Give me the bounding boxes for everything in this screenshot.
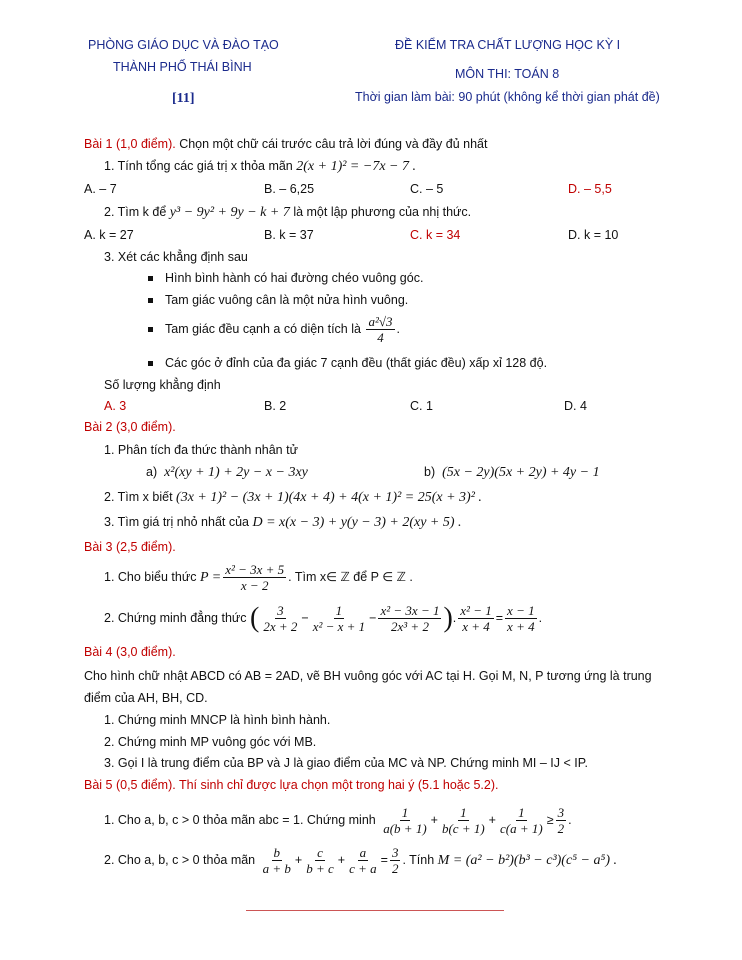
option: B. k = 37	[264, 228, 314, 242]
b1-q2: 2. Tìm k để y³ − 9y² + 9y − k + 7 là một lập phương của nhị thức.	[104, 205, 472, 220]
exam-code: [11]	[172, 91, 195, 106]
option: D. 4	[564, 399, 587, 413]
statement: Hình bình hành có hai đường chéo vuông góc.	[148, 270, 423, 286]
subject: MÔN THI: TOÁN 8	[455, 67, 560, 81]
b1-intro: Chọn một chữ cái trước câu trả lời đúng và đầy đủ nhất	[179, 137, 488, 151]
b5-q2: 2. Cho a, b, c > 0 thỏa mãn $\frac{b}{a + b}$ + $\frac{c}{b + c}$ + $\frac{a}{c + a}$ = $\frac{3}{2}$ . Tính M = (a² − b²)(b³ − c³)(c⁵ − a⁵) .	[104, 845, 618, 877]
statement: Tam giác đều cạnh a có diện tích là $\frac{\text{a²√3}}{4}$ .	[148, 312, 400, 346]
b5-q1: 1. Cho a, b, c > 0 thỏa mãn abc = 1. Chứng minh $\frac{1}{a(b + 1)}$ + $\frac{1}{b(c + 1)}$ + $\frac{1}{c(a + 1)}$ ≥ $\frac{3}{2}$ .	[104, 805, 572, 837]
b3-q2: 2. Chứng minh đẳng thức ( $\frac{3}{2x + 2}$ − $\frac{1}{\text{x² − x + 1}}$ − $\frac{\text{x² − 3x − 1}}{\text{2x³ + 2}}$ ). $\frac{\text{x² − 1}}{x + 4}$ = $\frac{x - 1}{x + 4}$ .	[104, 602, 543, 635]
option-answer: C. k = 34	[410, 228, 461, 242]
b4-text: điểm của AH, BH, CD.	[84, 691, 208, 705]
exam-title: ĐỀ KIỂM TRA CHẤT LƯỢNG HỌC KỲ I	[395, 38, 621, 52]
b2-q1a: a) x²(xy + 1) + 2y − x − 3xy	[146, 465, 308, 480]
b4-title: Bài 4 (3,0 điểm).	[84, 645, 176, 659]
b4-q3: 3. Gọi I là trung điểm của BP và J là giao điểm của MC và NP. Chứng minh MI – IJ < IP.	[104, 756, 588, 770]
option-answer: A. 3	[104, 399, 127, 413]
option: C. – 5	[410, 182, 444, 196]
b4-text: Cho hình chữ nhật ABCD có AB = 2AD, vẽ BH vuông góc với AC tại H. Gọi M, N, P tương ứng là trung	[84, 669, 652, 683]
b3-q1: 1. Cho biểu thức P = $\frac{\text{x² − 3x + 5}}{x - 2}$ . Tìm x∈ ℤ để P ∈ ℤ .	[104, 562, 413, 594]
b1-q3: 3. Xét các khẳng định sau	[104, 250, 248, 264]
b4-q1: 1. Chứng minh MNCP là hình bình hành.	[104, 713, 331, 727]
footer-divider	[246, 910, 504, 911]
option: B. – 6,25	[264, 182, 315, 196]
bullet-icon	[148, 327, 153, 332]
statement: Các góc ở đỉnh của đa giác 7 cạnh đều (thất giác đều) xấp xỉ 128 độ.	[148, 355, 547, 371]
b3-title: Bài 3 (2,5 điểm).	[84, 540, 176, 554]
option: A. k = 27	[84, 228, 134, 242]
city-name: THÀNH PHỐ THÁI BÌNH	[113, 60, 252, 74]
b2-q1: 1. Phân tích đa thức thành nhân tử	[104, 443, 298, 457]
b1-q1: 1. Tính tổng các giá trị x thỏa mãn 2(x + 1)² = −7x − 7 .	[104, 159, 416, 174]
option: C. 1	[410, 399, 433, 413]
bullet-icon	[148, 361, 153, 366]
count-prompt: Số lượng khẳng định	[104, 378, 221, 392]
b2-q1b: b) (5x − 2y)(5x + 2y) + 4y − 1	[424, 465, 600, 480]
b2-q3: 3. Tìm giá trị nhỏ nhất của D = x(x − 3) + y(y − 3) + 2(xy + 5) .	[104, 515, 462, 530]
option: D. k = 10	[568, 228, 619, 242]
option: B. 2	[264, 399, 287, 413]
time-limit: Thời gian làm bài: 90 phút (không kể thời gian phát đề)	[355, 90, 660, 104]
b2-title: Bài 2 (3,0 điểm).	[84, 420, 176, 434]
bullet-icon	[148, 276, 153, 281]
option-answer: D. – 5,5	[568, 182, 612, 196]
b5-title: Bài 5 (0,5 điểm). Thí sinh chỉ được lựa chọn một trong hai ý (5.1 hoặc 5.2).	[84, 778, 499, 792]
b1-title: Bài 1 (1,0 điểm).	[84, 137, 176, 151]
b4-q2: 2. Chứng minh MP vuông góc với MB.	[104, 735, 317, 749]
dept-name: PHÒNG GIÁO DỤC VÀ ĐÀO TẠO	[88, 38, 279, 52]
b1-heading	[84, 136, 488, 152]
option: A. – 7	[84, 182, 117, 196]
statement: Tam giác vuông cân là một nửa hình vuông.	[148, 292, 408, 308]
b2-q2: 2. Tìm x biết (3x + 1)² − (3x + 1)(4x + 4) + 4(x + 1)² = 25(x + 3)² .	[104, 490, 482, 505]
bullet-icon	[148, 298, 153, 303]
